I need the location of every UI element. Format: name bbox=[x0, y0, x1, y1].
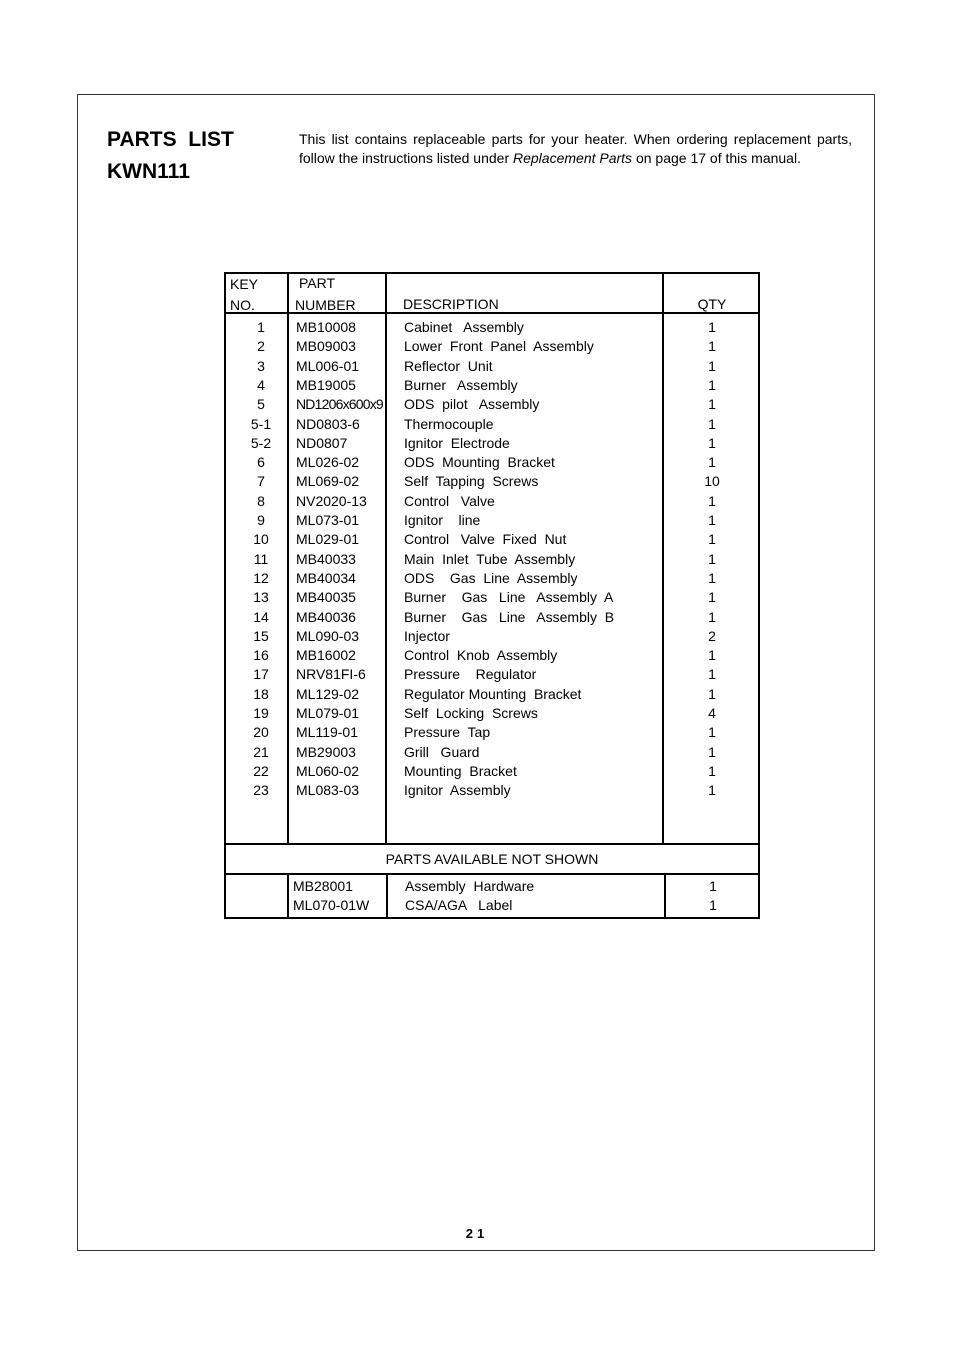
qty-cell: 1 bbox=[708, 319, 716, 335]
qty-cell: 1 bbox=[708, 608, 716, 625]
part-cell: ND1206x600x9 bbox=[296, 396, 383, 413]
qty-cell: 1 bbox=[708, 512, 716, 528]
table-row bbox=[226, 434, 758, 453]
section-bottom-line bbox=[226, 873, 758, 875]
part-cell: MB29003 bbox=[296, 743, 356, 760]
desc-cell: ODS Gas Line Assembly bbox=[404, 569, 578, 586]
table-row bbox=[226, 472, 758, 491]
qty-cell: 1 bbox=[708, 376, 716, 393]
table-row bbox=[226, 453, 758, 472]
desc-cell: Self Locking Screws bbox=[404, 705, 538, 721]
parts-table bbox=[224, 272, 760, 919]
desc-cell: Ignitor Electrode bbox=[404, 434, 510, 451]
key-cell: 17 bbox=[253, 666, 269, 683]
qty-cell: 1 bbox=[708, 724, 716, 741]
desc-cell: Thermocouple bbox=[404, 415, 494, 432]
part-cell: ML119-01 bbox=[296, 724, 359, 741]
table-row bbox=[226, 395, 758, 414]
desc-cell: Main Inlet Tube Assembly bbox=[404, 550, 576, 567]
header-description: DESCRIPTION bbox=[403, 296, 499, 312]
key-cell: 22 bbox=[253, 762, 269, 779]
table-row bbox=[226, 569, 758, 588]
qty-cell: 4 bbox=[708, 705, 716, 721]
key-cell: 3 bbox=[257, 357, 265, 374]
qty-cell: 1 bbox=[708, 550, 716, 567]
table-row bbox=[226, 762, 758, 781]
key-cell: 18 bbox=[253, 685, 269, 702]
table-row bbox=[226, 550, 758, 569]
desc-cell: Ignitor line bbox=[404, 512, 481, 528]
qty-cell: 1 bbox=[708, 531, 716, 548]
additional-desc-cell: CSA/AGA Label bbox=[405, 897, 513, 913]
qty-cell: 1 bbox=[708, 454, 716, 471]
table-row bbox=[226, 704, 758, 723]
part-cell: MB09003 bbox=[296, 338, 356, 355]
table-row bbox=[226, 627, 758, 646]
desc-cell: Control Valve bbox=[404, 492, 495, 509]
desc-cell: Ignitor Assembly bbox=[404, 782, 511, 799]
qty-cell: 1 bbox=[708, 743, 716, 760]
table-row bbox=[226, 511, 758, 530]
desc-cell: Control Knob Assembly bbox=[404, 647, 558, 664]
qty-cell: 1 bbox=[708, 666, 716, 683]
qty-cell: 1 bbox=[708, 415, 716, 432]
part-cell: ML029-01 bbox=[296, 531, 360, 548]
desc-cell: Control Valve Fixed Nut bbox=[404, 531, 567, 548]
desc-cell: Regulator Mounting Bracket bbox=[404, 685, 582, 702]
header-key-2: NO. bbox=[230, 297, 255, 313]
part-cell: ML079-01 bbox=[296, 705, 360, 721]
table-row bbox=[226, 318, 758, 337]
key-cell: 16 bbox=[253, 647, 269, 664]
table-row bbox=[226, 646, 758, 665]
qty-cell: 1 bbox=[708, 357, 716, 374]
key-cell: 2 bbox=[257, 338, 265, 355]
part-cell: NRV81FI-6 bbox=[296, 666, 366, 683]
title-line-1: PARTS LIST bbox=[107, 128, 234, 151]
desc-cell: Mounting Bracket bbox=[404, 762, 517, 779]
desc-cell: Burner Assembly bbox=[404, 376, 518, 393]
qty-cell: 1 bbox=[708, 569, 716, 586]
desc-cell: Burner Gas Line Assembly B bbox=[404, 608, 615, 625]
key-cell: 8 bbox=[257, 492, 265, 509]
part-cell: MB40033 bbox=[296, 550, 356, 567]
table-row bbox=[226, 743, 758, 762]
part-cell: ML060-02 bbox=[296, 762, 360, 779]
qty-cell: 1 bbox=[708, 434, 716, 451]
additional-desc-cell: Assembly Hardware bbox=[405, 878, 535, 894]
qty-cell: 2 bbox=[708, 627, 716, 644]
key-cell: 4 bbox=[257, 376, 265, 393]
section-title: PARTS AVAILABLE NOT SHOWN bbox=[385, 851, 599, 867]
table-row bbox=[226, 665, 758, 684]
header-part-1: PART bbox=[299, 275, 336, 291]
part-cell: ML073-01 bbox=[296, 512, 360, 528]
part-cell: ML129-02 bbox=[296, 685, 360, 702]
key-cell: 13 bbox=[253, 589, 269, 606]
desc-cell: Injector bbox=[404, 627, 450, 644]
key-cell: 9 bbox=[257, 512, 265, 528]
additional-part-cell: MB28001 bbox=[293, 878, 353, 894]
key-cell: 21 bbox=[253, 743, 269, 760]
part-cell: NV2020-13 bbox=[296, 492, 367, 509]
part-cell: ML090-03 bbox=[296, 627, 360, 644]
table-row bbox=[226, 530, 758, 549]
key-cell: 1 bbox=[257, 319, 265, 335]
page-number: 21 bbox=[465, 1226, 489, 1241]
key-cell: 11 bbox=[253, 550, 269, 567]
key-cell: 7 bbox=[257, 473, 265, 490]
key-cell: 19 bbox=[253, 705, 269, 721]
key-cell: 20 bbox=[253, 724, 269, 741]
desc-cell: Lower Front Panel Assembly bbox=[404, 338, 594, 355]
key-cell: 12 bbox=[253, 569, 269, 586]
desc-cell: Reflector Unit bbox=[404, 357, 493, 374]
table-row bbox=[226, 492, 758, 511]
key-cell: 5 bbox=[257, 396, 265, 413]
header-qty: QTY bbox=[697, 296, 727, 312]
qty-cell: 10 bbox=[704, 473, 720, 490]
part-cell: MB10008 bbox=[296, 319, 356, 335]
intro-emphasis: Replacement Parts bbox=[513, 150, 633, 166]
part-cell: MB40034 bbox=[296, 569, 356, 586]
desc-cell: Pressure Tap bbox=[404, 724, 491, 741]
table-row bbox=[226, 588, 758, 607]
key-cell: 5-1 bbox=[250, 415, 272, 432]
document-title bbox=[107, 124, 234, 188]
table-row bbox=[226, 337, 758, 356]
additional-part-cell: ML070-01W bbox=[293, 897, 370, 913]
table-row bbox=[226, 376, 758, 395]
desc-cell: Grill Guard bbox=[404, 743, 480, 760]
part-cell: ND0807 bbox=[296, 434, 348, 451]
additional-qty-cell: 1 bbox=[709, 897, 717, 913]
intro-text-2: on page 17 of this manual. bbox=[632, 150, 801, 166]
header-part-2: NUMBER bbox=[295, 297, 356, 313]
table-row bbox=[226, 723, 758, 742]
qty-cell: 1 bbox=[708, 396, 716, 413]
part-cell: MB19005 bbox=[296, 376, 356, 393]
qty-cell: 1 bbox=[708, 647, 716, 664]
table-row bbox=[226, 685, 758, 704]
intro-paragraph bbox=[299, 130, 852, 168]
key-cell: 5-2 bbox=[250, 434, 272, 451]
part-cell: MB40036 bbox=[296, 608, 356, 625]
desc-cell: Burner Gas Line Assembly A bbox=[404, 589, 614, 606]
table-row bbox=[226, 415, 758, 434]
additional-row bbox=[226, 896, 758, 915]
qty-cell: 1 bbox=[708, 685, 716, 702]
table-row bbox=[226, 608, 758, 627]
part-cell: ML026-02 bbox=[296, 454, 360, 471]
part-cell: MB40035 bbox=[296, 589, 356, 606]
desc-cell: Pressure Regulator bbox=[404, 666, 537, 683]
title-line-2: KWN111 bbox=[107, 160, 190, 183]
qty-cell: 1 bbox=[708, 782, 716, 799]
additional-row bbox=[226, 877, 758, 896]
qty-cell: 1 bbox=[708, 338, 716, 355]
qty-cell: 1 bbox=[708, 762, 716, 779]
table-row bbox=[226, 781, 758, 800]
part-cell: MB16002 bbox=[296, 647, 356, 664]
key-cell: 10 bbox=[253, 531, 269, 548]
desc-cell: Self Tapping Screws bbox=[404, 473, 539, 490]
table-row bbox=[226, 357, 758, 376]
qty-cell: 1 bbox=[708, 589, 716, 606]
intro-text-1: This list contains replaceable parts for your heater. When ordering replacement parts, follow the instructions listed under bbox=[299, 131, 852, 166]
additional-qty-cell: 1 bbox=[709, 878, 717, 894]
key-cell: 14 bbox=[253, 608, 269, 625]
part-cell: ND0803-6 bbox=[296, 415, 360, 432]
part-cell: ML069-02 bbox=[296, 473, 360, 490]
key-cell: 15 bbox=[253, 627, 269, 644]
key-cell: 6 bbox=[257, 454, 265, 471]
desc-cell: ODS Mounting Bracket bbox=[404, 454, 555, 471]
key-cell: 23 bbox=[253, 782, 269, 799]
header-key-1: KEY bbox=[230, 276, 259, 292]
desc-cell: ODS pilot Assembly bbox=[404, 396, 540, 413]
qty-cell: 1 bbox=[708, 492, 716, 509]
part-cell: ML006-01 bbox=[296, 357, 360, 374]
part-cell: ML083-03 bbox=[296, 782, 360, 799]
desc-cell: Cabinet Assembly bbox=[404, 319, 524, 335]
